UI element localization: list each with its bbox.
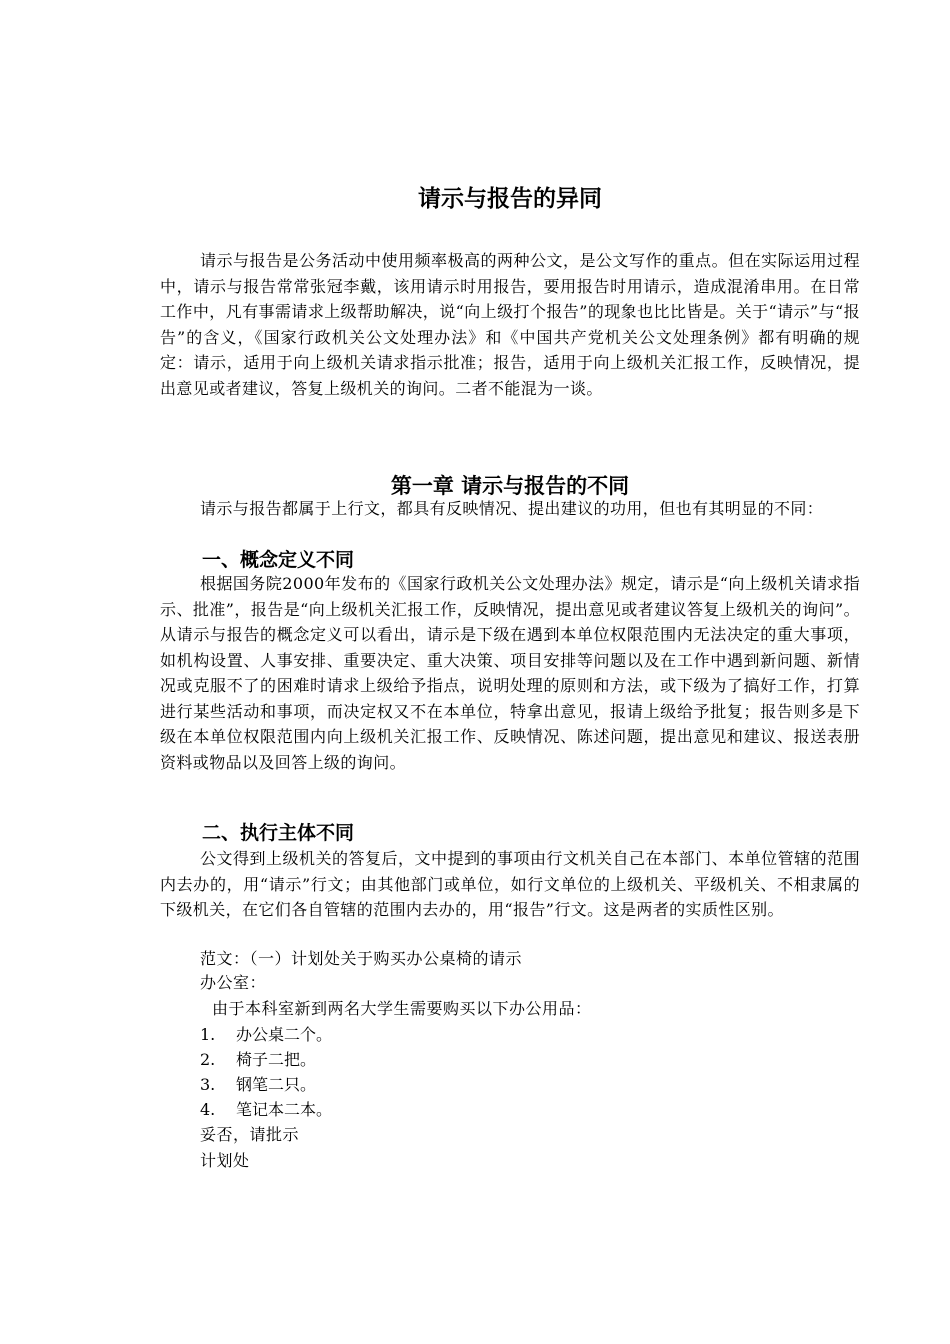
chapter-title: 第一章 请示与报告的不同 bbox=[390, 474, 630, 498]
sample-closing: 妥否，请批示 bbox=[200, 1125, 300, 1144]
section-heading-concept: 一、概念定义不同 bbox=[202, 549, 355, 571]
list-item-number: 2. bbox=[200, 1050, 216, 1069]
list-item bbox=[200, 1097, 332, 1123]
list-item-text: 笔记本二本。 bbox=[236, 1100, 333, 1119]
sample-title: 范文：（一）计划处关于购买办公桌椅的请示 bbox=[200, 949, 523, 968]
list-item-text: 办公桌二个。 bbox=[236, 1025, 333, 1044]
list-item-number: 4. bbox=[200, 1100, 216, 1119]
sample-addressee: 办公室： bbox=[200, 973, 267, 992]
section-body-concept: 根据国务院2000年发布的《国家行政机关公文处理办法》规定，请示是“向上级机关请求指示、批准”，报告是“向上级机关汇报工作，反映情况，提出意见或者建议答复上级机关的询问”。从请示与报告的概念定义可以看出，请示是下级在遇到本单位权限范围内无法决定的重大事项，如机构设置、人事安排、重要决定、重大决策、项目安排等问题以及在工作中遇到新问题、新情况或克服不了的困难时请求上级给予指点，说明处理的原则和方法，或下级为了搞好工作，打算进行某些活动和事项，而决定权又不在本单位，特拿出意见，报请上级给予批复；报告则多是下级在本单位权限范围内向上级机关汇报工作、反映情况、陈述问题，提出意见和建议、报送表册资料或物品以及回答上级的询问。 bbox=[160, 574, 860, 772]
intro-paragraph: 请示与报告是公务活动中使用频率极高的两种公文，是公文写作的重点。但在实际运用过程中，请示与报告常常张冠李戴，该用请示时用报告，要用报告时用请示，造成混淆串用。在日常工作中，凡有事需请求上级帮助解决，说“向上级打个报告”的现象也比比皆是。关于“请示”与“报告”的含义，《国家行政机关公文处理办法》和《中国共产党机关公文处理条例》都有明确的规定：请示，适用于向上级机关请求指示批准；报告，适用于向上级机关汇报工作，反映情况，提出意见或者建议，答复上级机关的询问。二者不能混为一谈。 bbox=[160, 251, 860, 398]
list-item bbox=[200, 1047, 316, 1073]
list-item-number: 1. bbox=[200, 1025, 216, 1044]
section-heading-subject: 二、执行主体不同 bbox=[202, 822, 355, 844]
section-body-subject: 公文得到上级机关的答复后，文中提到的事项由行文机关自己在本部门、本单位管辖的范围内去办的，用“请示”行文；由其他部门或单位，如行文单位的上级机关、平级机关、不相隶属的下级机关，在它们各自管辖的范围内去办的，用“报告”行文。这是两者的实质性区别。 bbox=[160, 849, 860, 919]
list-item-number: 3. bbox=[200, 1075, 216, 1094]
document-title: 请示与报告的异同 bbox=[418, 186, 602, 212]
list-item bbox=[200, 1022, 332, 1048]
sample-body: 由于本科室新到两名大学生需要购买以下办公用品： bbox=[212, 999, 592, 1018]
list-item-text: 钢笔二只。 bbox=[236, 1075, 317, 1094]
list-item-text: 椅子二把。 bbox=[236, 1050, 317, 1069]
sample-signature: 计划处 bbox=[200, 1151, 250, 1170]
list-item bbox=[200, 1072, 316, 1098]
chapter-intro-paragraph: 请示与报告都属于上行文，都具有反映情况、提出建议的功用，但也有其明显的不同： bbox=[200, 499, 824, 518]
